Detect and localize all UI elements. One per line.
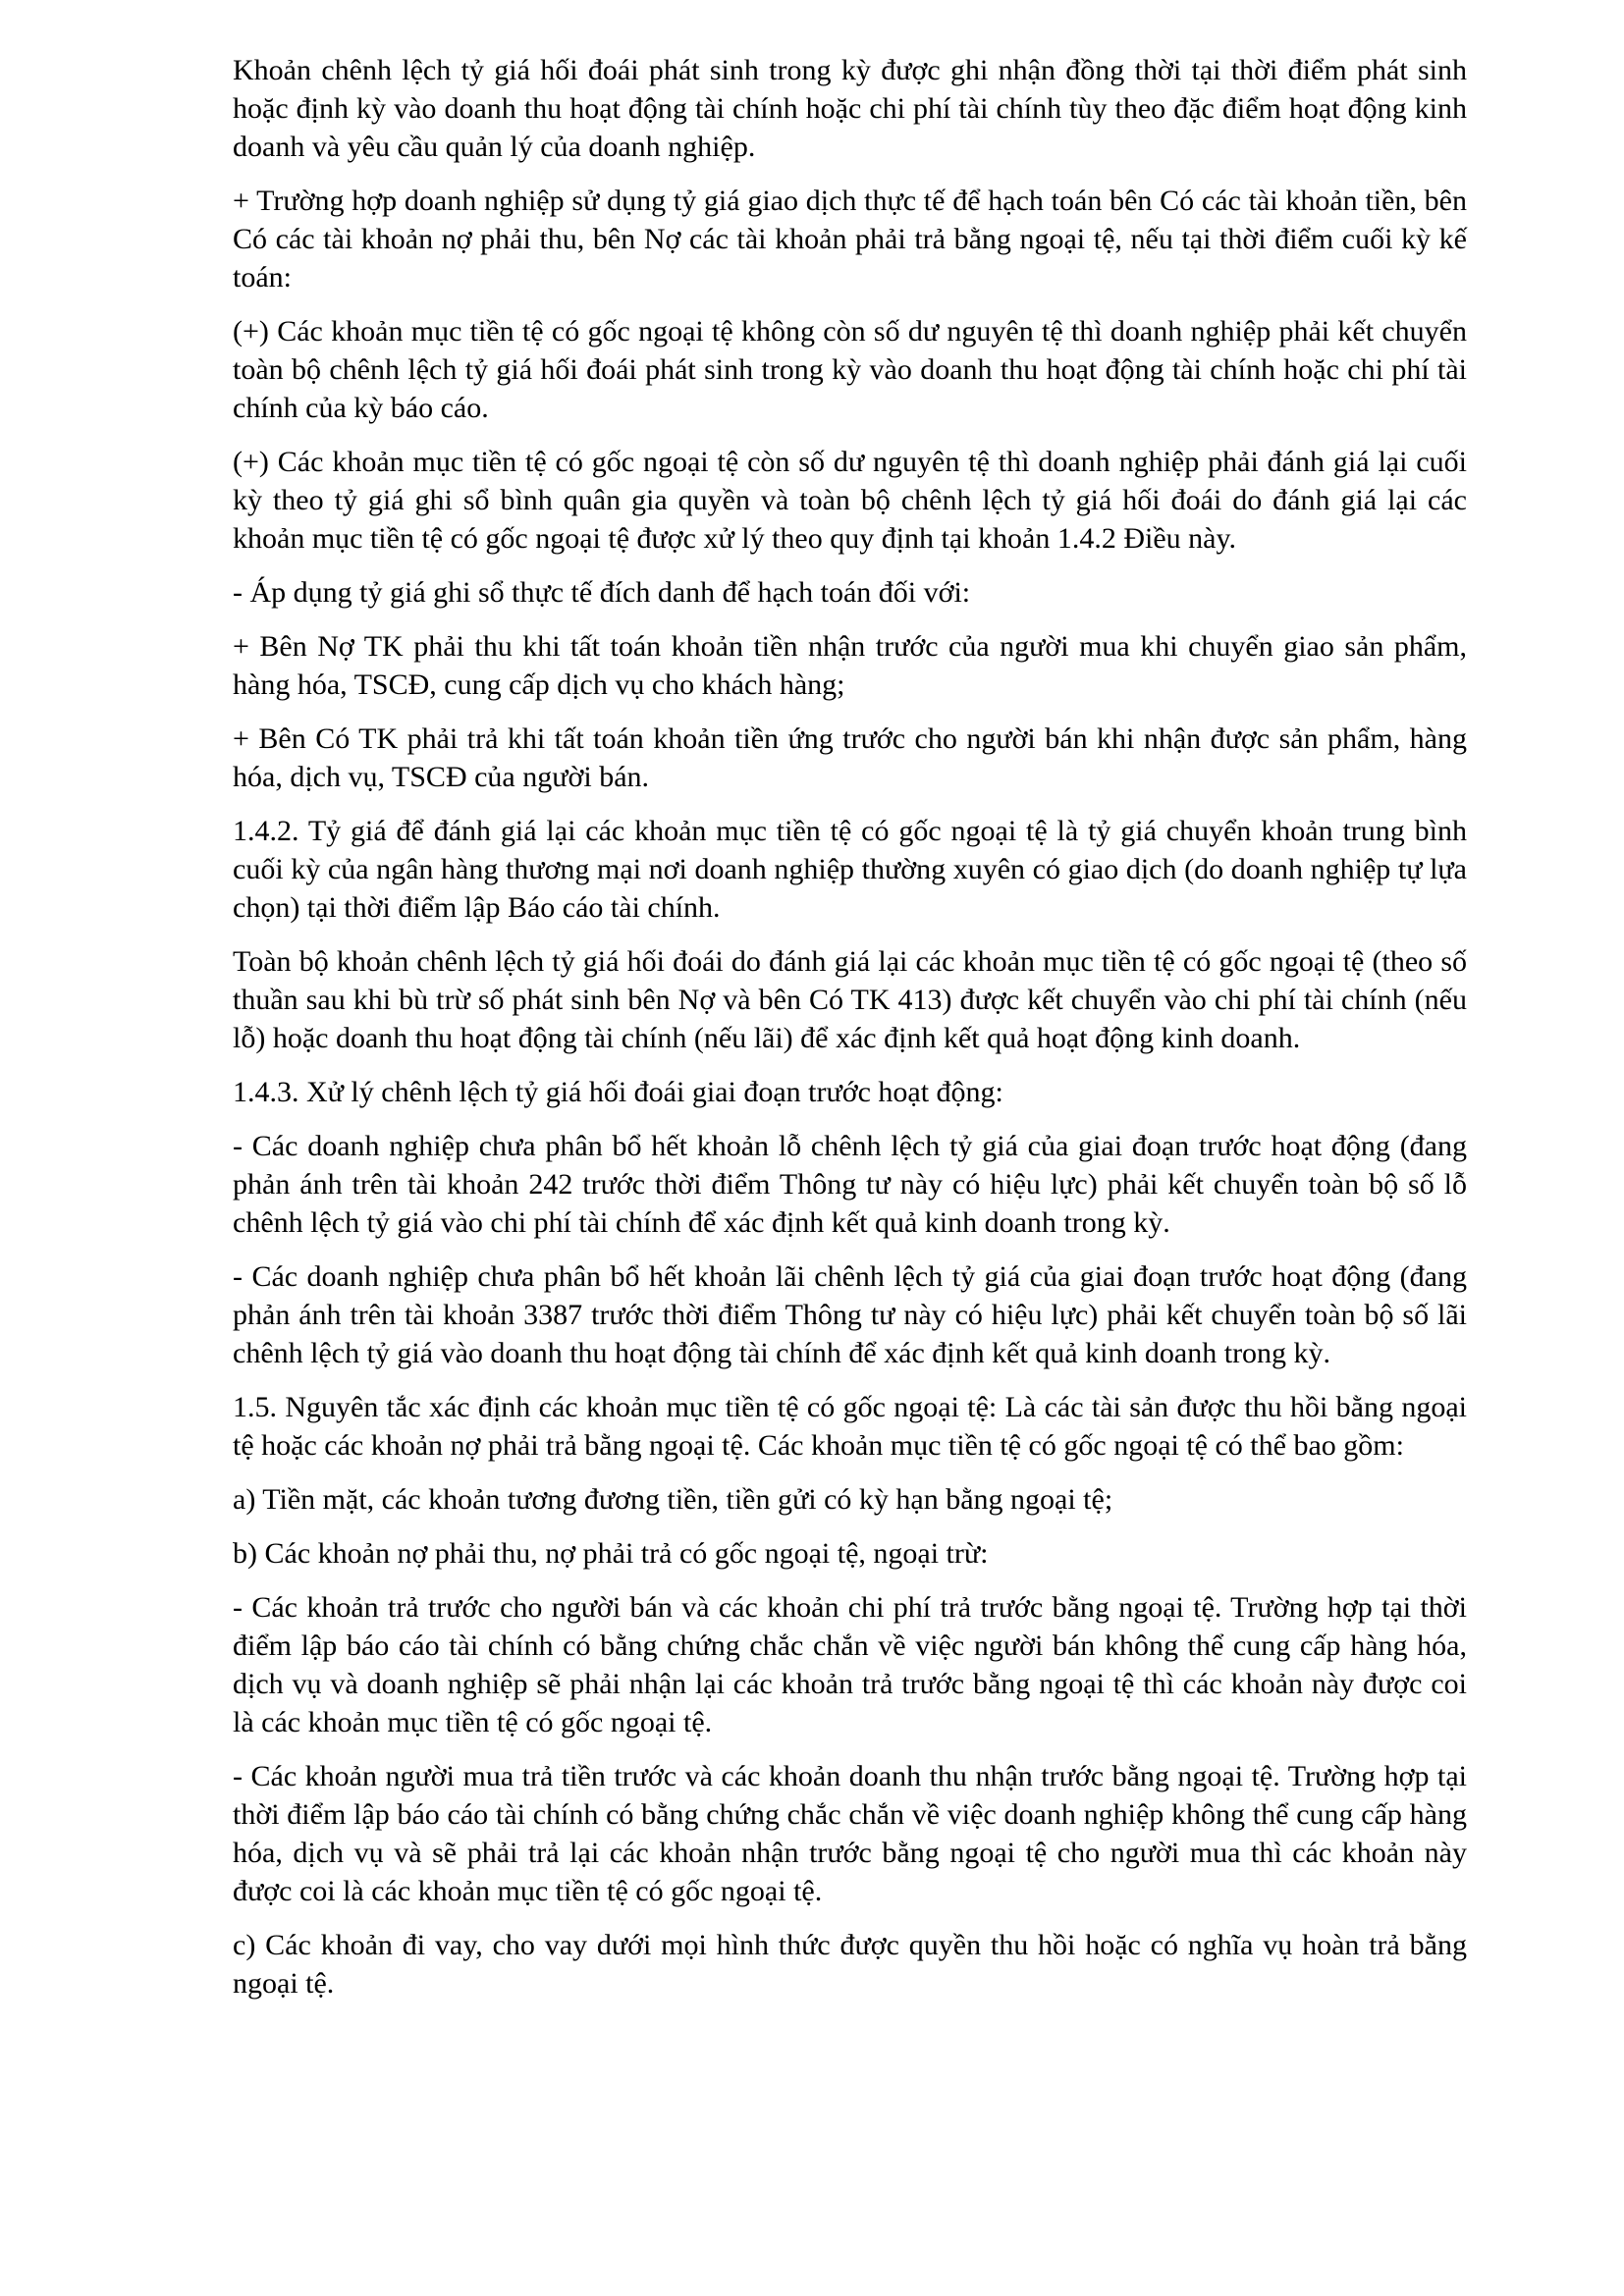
paragraph: 1.4.2. Tỷ giá để đánh giá lại các khoản mục tiền tệ có gốc ngoại tệ là tỷ giá chuyển khoản trung bình cuối kỳ của ngân hàng thương mại nơi doanh nghiệp thường xuyên có giao dịch (do doanh nghiệp tự lựa chọn) tại thời điểm lập Báo cáo tài chính. xyxy=(233,815,1467,924)
paragraph: - Áp dụng tỷ giá ghi sổ thực tế đích danh để hạch toán đối với: xyxy=(233,576,971,609)
paragraph: - Các khoản trả trước cho người bán và các khoản chi phí trả trước bằng ngoại tệ. Trường hợp tại thời điểm lập báo cáo tài chính có bằng chứng chắc chắn về việc người bán không thể cung cấp hàng hóa, dịch vụ và doanh nghiệp sẽ phải nhận lại các khoản trả trước bằng ngoại tệ thì các khoản này được coi là các khoản mục tiền tệ có gốc ngoại tệ. xyxy=(233,1591,1467,1738)
paragraph: - Các doanh nghiệp chưa phân bổ hết khoản lỗ chênh lệch tỷ giá của giai đoạn trước hoạt động (đang phản ánh trên tài khoản 242 trước thời điểm Thông tư này có hiệu lực) phải kết chuyển toàn bộ số lỗ chênh lệch tỷ giá vào chi phí tài chính để xác định kết quả kinh doanh trong kỳ. xyxy=(233,1130,1467,1239)
document-text-block xyxy=(233,51,1467,2018)
paragraph: b) Các khoản nợ phải thu, nợ phải trả có gốc ngoại tệ, ngoại trừ: xyxy=(233,1537,989,1570)
paragraph: Khoản chênh lệch tỷ giá hối đoái phát sinh trong kỳ được ghi nhận đồng thời tại thời điểm phát sinh hoặc định kỳ vào doanh thu hoạt động tài chính hoặc chi phí tài chính tùy theo đặc điểm hoạt động kinh doanh và yêu cầu quản lý của doanh nghiệp. xyxy=(233,54,1467,163)
paragraph: 1.4.3. Xử lý chênh lệch tỷ giá hối đoái giai đoạn trước hoạt động: xyxy=(233,1076,1003,1108)
paragraph: c) Các khoản đi vay, cho vay dưới mọi hình thức được quyền thu hồi hoặc có nghĩa vụ hoàn trả bằng ngoại tệ. xyxy=(233,1929,1467,2000)
paragraph: a) Tiền mặt, các khoản tương đương tiền, tiền gửi có kỳ hạn bằng ngoại tệ; xyxy=(233,1483,1113,1516)
paragraph: (+) Các khoản mục tiền tệ có gốc ngoại tệ còn số dư nguyên tệ thì doanh nghiệp phải đánh giá lại cuối kỳ theo tỷ giá ghi sổ bình quân gia quyền và toàn bộ chênh lệch tỷ giá hối đoái do đánh giá lại các khoản mục tiền tệ có gốc ngoại tệ được xử lý theo quy định tại khoản 1.4.2 Điều này. xyxy=(233,446,1467,555)
paragraph: - Các doanh nghiệp chưa phân bổ hết khoản lãi chênh lệch tỷ giá của giai đoạn trước hoạt động (đang phản ánh trên tài khoản 3387 trước thời điểm Thông tư này có hiệu lực) phải kết chuyển toàn bộ số lãi chênh lệch tỷ giá vào doanh thu hoạt động tài chính để xác định kết quả kinh doanh trong kỳ. xyxy=(233,1260,1467,1369)
paragraph: 1.5. Nguyên tắc xác định các khoản mục tiền tệ có gốc ngoại tệ: Là các tài sản được thu hồi bằng ngoại tệ hoặc các khoản nợ phải trả bằng ngoại tệ. Các khoản mục tiền tệ có gốc ngoại tệ có thể bao gồm: xyxy=(233,1391,1467,1462)
paragraph: + Trường hợp doanh nghiệp sử dụng tỷ giá giao dịch thực tế để hạch toán bên Có các tài khoản tiền, bên Có các tài khoản nợ phải thu, bên Nợ các tài khoản phải trả bằng ngoại tệ, nếu tại thời điểm cuối kỳ kế toán: xyxy=(233,185,1467,294)
paragraph: + Bên Nợ TK phải thu khi tất toán khoản tiền nhận trước của người mua khi chuyển giao sản phẩm, hàng hóa, TSCĐ, cung cấp dịch vụ cho khách hàng; xyxy=(233,630,1467,701)
paragraph: (+) Các khoản mục tiền tệ có gốc ngoại tệ không còn số dư nguyên tệ thì doanh nghiệp phải kết chuyển toàn bộ chênh lệch tỷ giá hối đoái phát sinh trong kỳ vào doanh thu hoạt động tài chính hoặc chi phí tài chính của kỳ báo cáo. xyxy=(233,315,1467,424)
paragraph: Toàn bộ khoản chênh lệch tỷ giá hối đoái do đánh giá lại các khoản mục tiền tệ có gốc ngoại tệ (theo số thuần sau khi bù trừ số phát sinh bên Nợ và bên Có TK 413) được kết chuyển vào chi phí tài chính (nếu lỗ) hoặc doanh thu hoạt động tài chính (nếu lãi) để xác định kết quả hoạt động kinh doanh. xyxy=(233,945,1467,1054)
paragraph: + Bên Có TK phải trả khi tất toán khoản tiền ứng trước cho người bán khi nhận được sản phẩm, hàng hóa, dịch vụ, TSCĐ của người bán. xyxy=(233,722,1467,793)
paragraph: - Các khoản người mua trả tiền trước và các khoản doanh thu nhận trước bằng ngoại tệ. Trường hợp tại thời điểm lập báo cáo tài chính có bằng chứng chắc chắn về việc doanh nghiệp không thể cung cấp hàng hóa, dịch vụ và sẽ phải trả lại các khoản nhận trước bằng ngoại tệ cho người mua thì các khoản này được coi là các khoản mục tiền tệ có gốc ngoại tệ. xyxy=(233,1760,1467,1907)
